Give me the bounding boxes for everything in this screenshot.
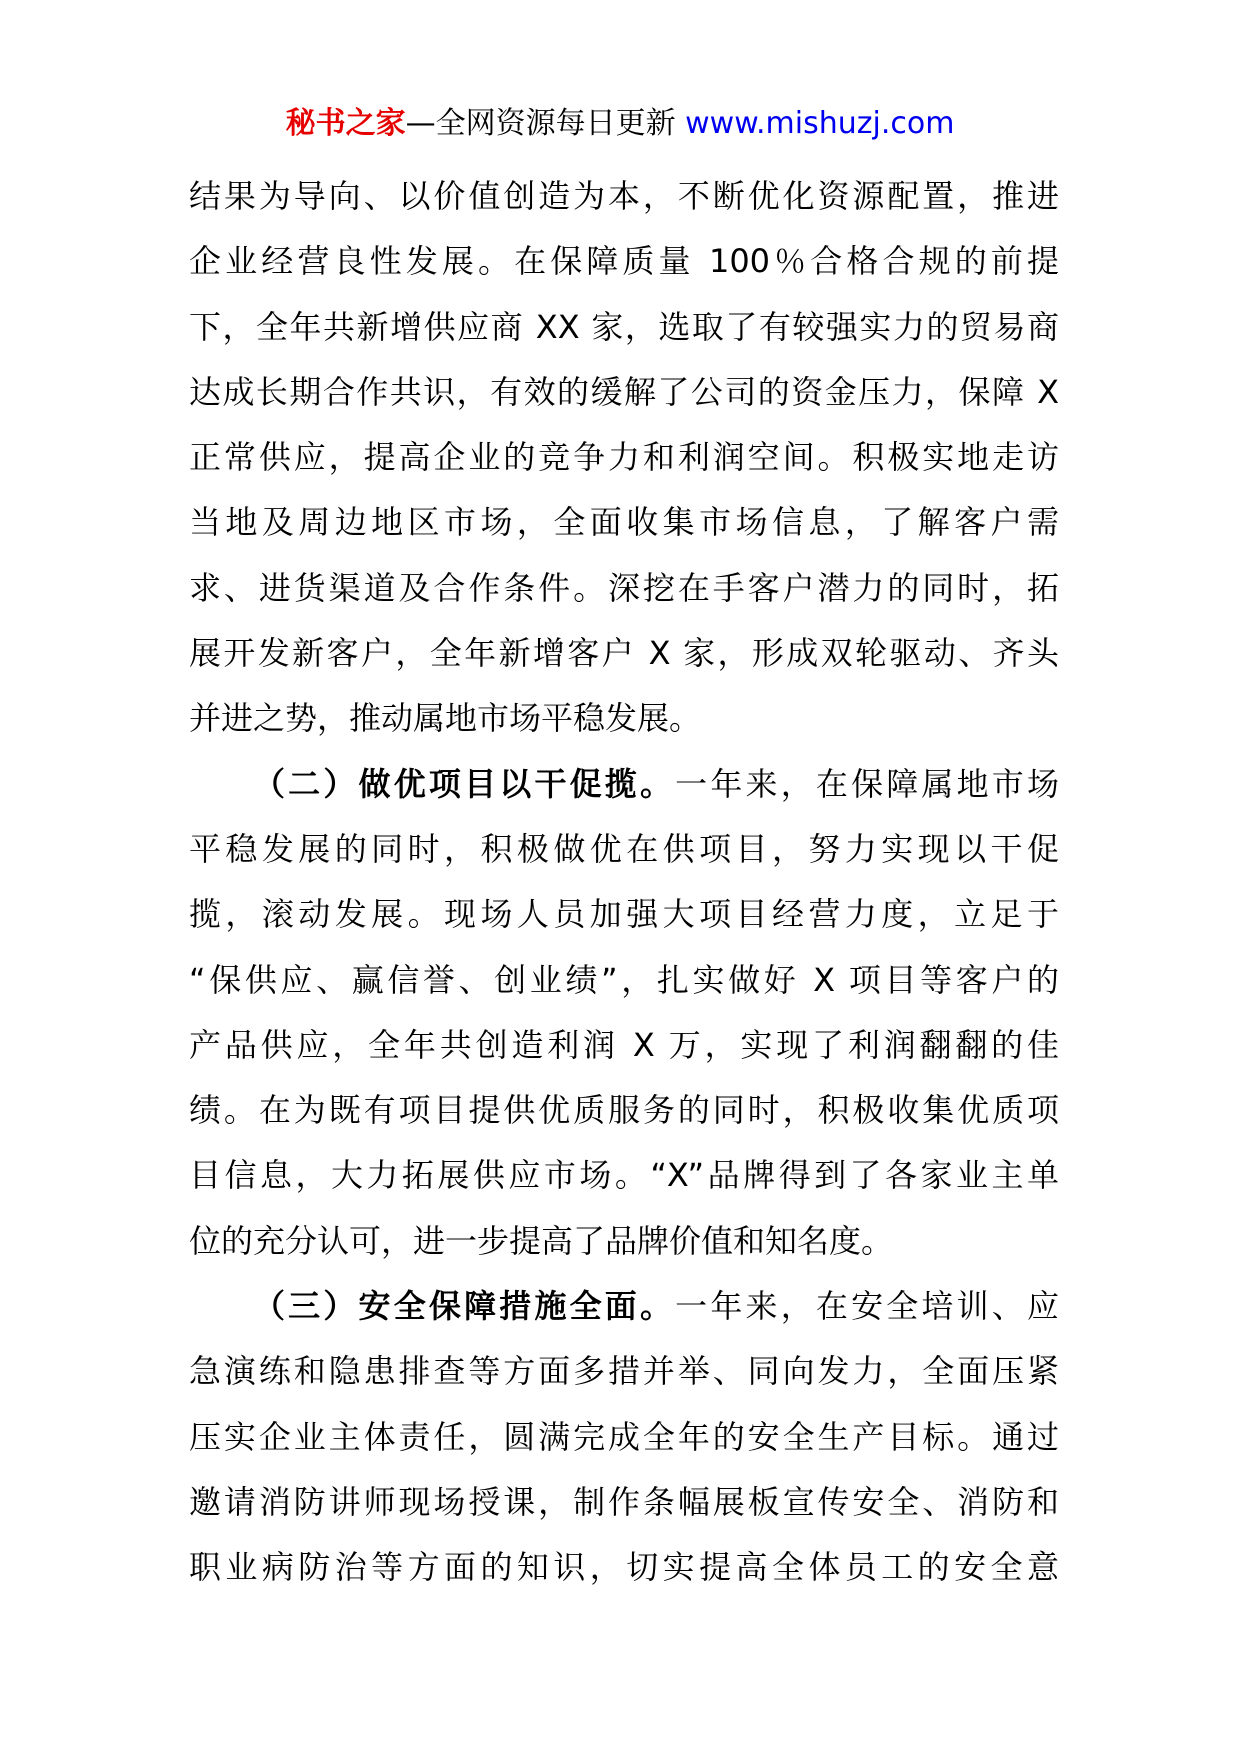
site-url-link[interactable]: www.mishuzj.com [685, 106, 955, 141]
text-line: 结果为导向、以价值创造为本，不断优化资源配置，推进 [189, 177, 1059, 215]
text-line: 平稳发展的同时，积极做优在供项目，努力实现以干促 [189, 829, 1059, 868]
text-line: 位的充分认可，进一步提高了品牌价值和知名度。 [189, 1221, 894, 1260]
text-line: “保供应、赢信誉、创业绩”，扎实做好 X 项目等客户的 [189, 960, 1059, 999]
paragraph-first-line [189, 752, 1059, 817]
text-line: 职业病防治等方面的知识，切实提高全体员工的安全意 [189, 1548, 1059, 1587]
heading-continuation: 一年来，在安全培训、应 [675, 1287, 1059, 1326]
site-tagline: —全网资源每日更新 [405, 106, 686, 141]
heading-continuation: 一年来，在保障属地市场 [675, 764, 1059, 803]
text-line: 企业经营良性发展。在保障质量 100％合格合规的前提 [189, 242, 1059, 281]
text-line: 当地及周边地区市场，全面收集市场信息，了解客户需 [189, 503, 1059, 542]
paragraph-first-line [189, 1274, 1059, 1339]
text-line: 目信息，大力拓展供应市场。“X”品牌得到了各家业主单 [189, 1156, 1059, 1195]
text-line: 展开发新客户，全年新增客户 X 家，形成双轮驱动、齐头 [189, 634, 1059, 673]
text-line: 下，全年共新增供应商 XX 家，选取了有较强实力的贸易商 [189, 307, 1059, 346]
text-line: 急演练和隐患排查等方面多措并举、同向发力，全面压紧 [189, 1352, 1059, 1391]
site-header [0, 100, 1240, 148]
text-line: 产品供应，全年共创造利润 X 万，实现了利润翻翻的佳 [189, 1025, 1059, 1064]
text-line: 绩。在为既有项目提供优质服务的同时，积极收集优质项 [189, 1091, 1059, 1130]
text-line: 达成长期合作共识，有效的缓解了公司的资金压力，保障 X [189, 372, 1059, 411]
text-line: 正常供应，提高企业的竞争力和利润空间。积极实地走访 [189, 438, 1059, 477]
text-line: 求、进货渠道及合作条件。深挖在手客户潜力的同时，拓 [189, 568, 1059, 607]
section-heading: （三）安全保障措施全面。 [253, 1287, 676, 1326]
paragraph-market [189, 164, 1059, 752]
site-brand: 秘书之家 [285, 106, 406, 141]
paragraph-safety [189, 1274, 1059, 1600]
text-line: 压实企业主体责任，圆满完成全年的安全生产目标。通过 [189, 1417, 1059, 1456]
text-line: 邀请消防讲师现场授课，制作条幅展板宣传安全、消防和 [189, 1482, 1059, 1521]
document-body [189, 164, 1059, 1601]
text-line: 并进之势，推动属地市场平稳发展。 [189, 699, 702, 738]
section-heading: （二）做优项目以干促揽。 [253, 764, 676, 803]
text-line: 揽，滚动发展。现场人员加强大项目经营力度，立足于 [189, 895, 1059, 934]
paragraph-projects [189, 752, 1059, 1274]
